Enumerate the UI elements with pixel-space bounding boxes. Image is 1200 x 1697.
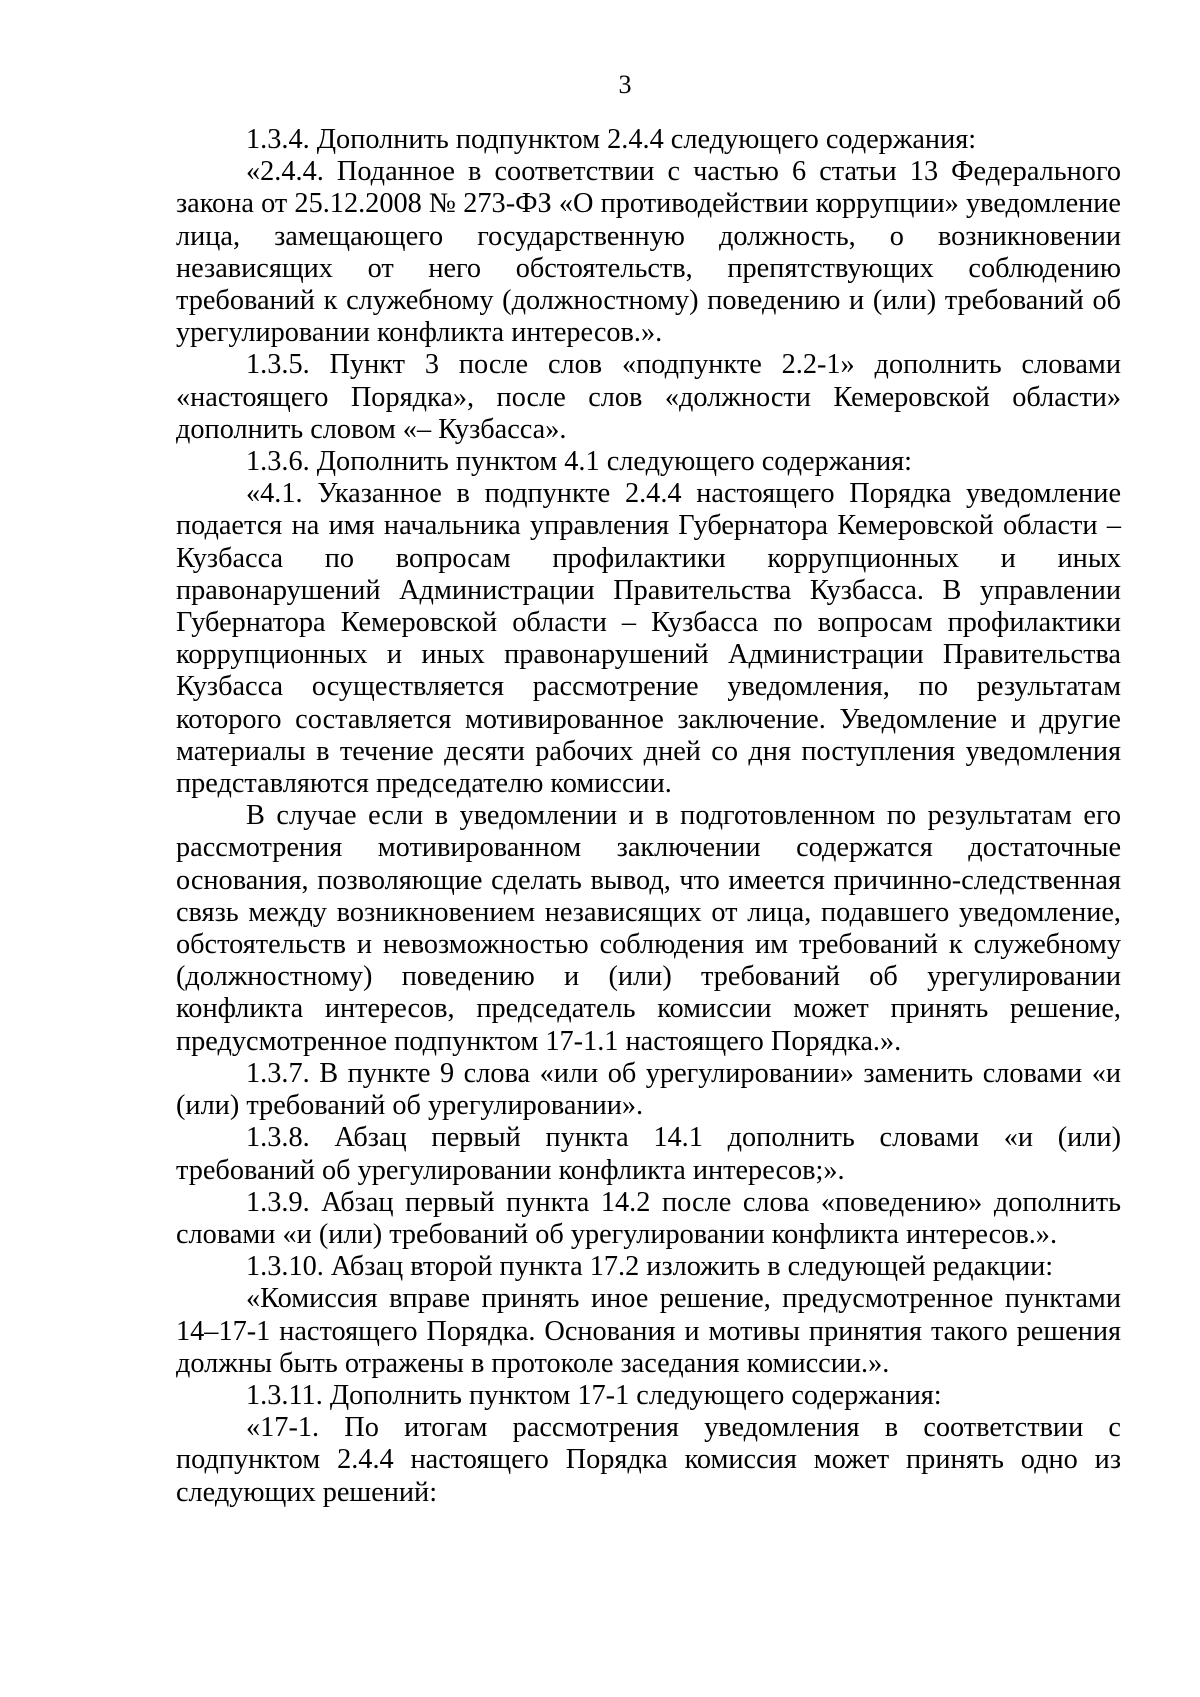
- paragraph-4-1-text: «4.1. Указанное в подпункте 2.4.4 настоящего Порядка уведомление подается на имя начальника управления Губернатора Кемеровской области – Кузбасса по вопросам профилактики коррупционных и иных правонарушений Администрации Правительства Кузбасса. В управлении Губернатора Кемеровской области – Кузбасса по вопросам профилактики коррупционных и иных правонарушений Администрации Правительства Кузбасса осуществляется рассмотрение уведомления, по результатам которого составляется мотивированное заключение. Уведомление и другие материалы в течение десяти рабочих дней со дня поступления уведомления представляются председателю комиссии.: [176, 478, 1121, 800]
- paragraph-17-2-text: «Комиссия вправе принять иное решение, предусмотренное пунктами 14–17-1 настоящего Порядка. Основания и мотивы принятия такого решения должны быть отражены в протоколе заседания комиссии.».: [176, 1283, 1121, 1379]
- page-number: 3: [618, 70, 632, 99]
- paragraph-1-3-11: 1.3.11. Дополнить пунктом 17-1 следующего содержания:: [246, 1379, 942, 1411]
- paragraph-1-3-6: 1.3.6. Дополнить пунктом 4.1 следующего содержания:: [246, 446, 912, 478]
- paragraph-2-4-4-text: «2.4.4. Поданное в соответствии с частью 6 статьи 13 Федерального закона от 25.12.2008 № 273-ФЗ «О противодействии коррупции» уведомление лица, замещающего государственную должность, о возникновении независящих от него обстоятельств, препятствующих соблюдению требований к служебному (должностному) поведению и (или) требований об урегулировании конфликта интересов.».: [176, 156, 1121, 349]
- paragraph-1-3-7: 1.3.7. В пункте 9 слова «или об урегулировании» заменить словами «и (или) требований об урегулировании».: [176, 1057, 1121, 1122]
- paragraph-1-3-4: 1.3.4. Дополнить подпунктом 2.4.4 следующего содержания:: [246, 124, 977, 155]
- paragraph-17-1-text: «17-1. По итогам рассмотрения уведомления в соответствии с подпунктом 2.4.4 настоящего Порядка комиссия может принять одно из следующих решений:: [176, 1412, 1121, 1508]
- paragraph-1-3-9: 1.3.9. Абзац первый пункта 14.2 после слова «поведению» дополнить словами «и (или) требований об урегулировании конфликта интересов.».: [176, 1186, 1121, 1250]
- paragraph-1-3-8: 1.3.8. Абзац первый пункта 14.1 дополнить словами «и (или) требований об урегулировании конфликта интересов;».: [176, 1122, 1121, 1186]
- paragraph-1-3-5: 1.3.5. Пункт 3 после слов «подпункте 2.2-1» дополнить словами «настоящего Порядка», после слов «должности Кемеровской области» дополнить словом «– Кузбасса».: [176, 349, 1121, 445]
- document-body: [176, 124, 1121, 1509]
- paragraph-4-1-second: В случае если в уведомлении и в подготовленном по результатам его рассмотрения мотивированном заключении содержатся достаточные основания, позволяющие сделать вывод, что имеется причинно-следственная связь между возникновением независящих от лица, подавшего уведомление, обстоятельств и невозможностью соблюдения им требований к служебному (должностному) поведению и (или) требований об урегулировании конфликта интересов, председатель комиссии может принять решение, предусмотренное подпунктом 17-1.1 настоящего Порядка.».: [176, 800, 1121, 1057]
- paragraph-1-3-10: 1.3.10. Абзац второй пункта 17.2 изложить в следующей редакции:: [246, 1251, 1054, 1283]
